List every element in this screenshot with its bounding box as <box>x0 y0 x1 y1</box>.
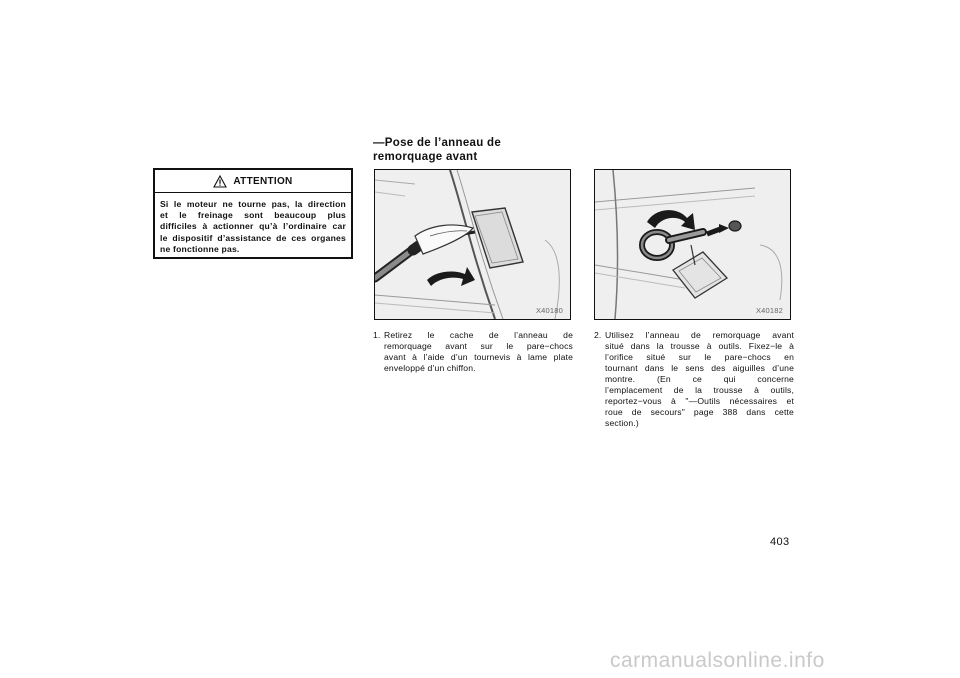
figure-install-ring <box>594 169 791 320</box>
step-line: Retirez le cache de l’anneau de <box>384 330 573 340</box>
attention-line: ne fonctionne pas. <box>160 243 240 254</box>
screwdriver-illustration <box>375 170 570 319</box>
step-line: enveloppé d’un chiffon. <box>384 363 476 373</box>
attention-text <box>155 193 351 255</box>
step-line: section.) <box>605 418 639 428</box>
step-number: 2. <box>594 330 602 340</box>
attention-box <box>153 168 353 259</box>
attention-header <box>155 170 351 193</box>
step-line: l’orifice situé sur le pare−chocs en <box>605 352 794 362</box>
attention-line: le dispositif d’assistance de ces organes <box>160 232 346 243</box>
attention-line: Si le moteur ne tourne pas, la direction <box>160 199 346 209</box>
step-line: tournant dans le sens des aiguilles d’une <box>605 363 794 373</box>
page-number: 403 <box>770 536 790 548</box>
step-line: avant à l’aide d’un tournevis à lame plate <box>384 352 573 362</box>
watermark-text: carmanualsonline.info <box>610 649 825 672</box>
attention-line: et le freinage sont beaucoup plus <box>160 210 346 221</box>
step-line: reportez−vous à "—Outils nécessaires et <box>605 396 794 406</box>
step-2 <box>594 330 794 429</box>
step-line: montre. (En ce qui concerne <box>605 374 794 384</box>
figure-remove-cover <box>374 169 571 320</box>
step-line: l’emplacement de la trousse à outils, <box>605 385 794 395</box>
figure-code: X40182 <box>755 306 783 315</box>
step-1 <box>373 330 573 374</box>
attention-line: difficiles à actionner qu’à l’ordinaire car <box>160 221 346 232</box>
step-line: remorquage avant sur le pare−chocs <box>384 341 573 351</box>
figure-code: X40180 <box>535 306 563 315</box>
step-line: roue de secours" page 388 dans cette <box>605 407 794 417</box>
section-title-line: —Pose de l’anneau de <box>373 137 502 149</box>
towing-ring-illustration <box>595 170 790 319</box>
section-heading <box>373 137 563 164</box>
section-title-line: remorquage avant <box>373 150 478 163</box>
warning-triangle-icon <box>213 175 227 188</box>
step-line: Utilisez l’anneau de remorquage avant <box>605 330 794 340</box>
attention-title: ATTENTION <box>233 175 293 187</box>
step-number: 1. <box>373 330 381 340</box>
step-line: situé dans la trousse à outils. Fixez−le à <box>605 341 794 351</box>
